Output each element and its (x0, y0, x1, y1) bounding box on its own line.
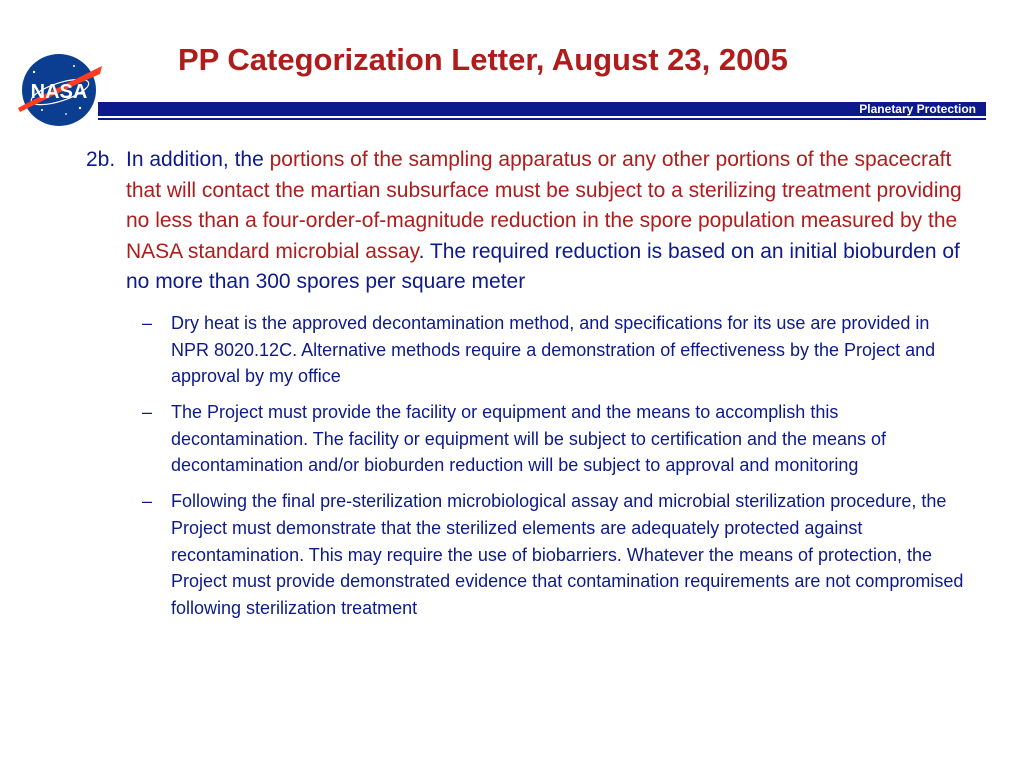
header-bar (98, 102, 986, 116)
slide-title: PP Categorization Letter, August 23, 2005 (178, 42, 788, 77)
main-bullet-text-before: In addition, the (126, 148, 270, 171)
sub-bullet-text: Following the final pre-sterilization microbiological assay and microbial sterilization procedure, the Project must demonstrate that the sterilized elements are adequately protected against recontamination. This may require the use of biobarriers. Whatever the means of protection, the Project must provide demonstrated evidence that contamination requirements are not compromised following sterilization treatment (171, 491, 964, 618)
header-bar-label: Planetary Protection (859, 102, 976, 116)
main-bullet-number: 2b. (86, 148, 116, 171)
main-bullet-text-after: . The required reduction is based on an initial bioburden of no more than 300 spores per square meter (126, 239, 960, 294)
sub-bullet (84, 399, 964, 479)
sub-bullet-dash: – (142, 402, 153, 423)
sub-bullet-text: Dry heat is the approved decontamination method, and specifications for its use are provided in NPR 8020.12C. Alternative methods require a demonstration of effectiveness by the Project and approval by my office (171, 312, 936, 387)
slide-content (84, 145, 964, 631)
nasa-logo-icon (14, 52, 104, 128)
main-bullet-text-highlight: portions of the sampling apparatus or any other portions of the spacecraft that will contact the martian subsurface must be subject to a sterilizing treatment providing no less than a four-order-of-magnitude reduction in the spore population measured by the NASA standard microbial assay (126, 148, 962, 263)
sub-bullet-list (84, 310, 964, 622)
main-bullet (84, 145, 964, 298)
sub-bullet-dash: – (142, 491, 153, 512)
sub-bullet-dash: – (142, 312, 153, 333)
svg-text:NASA: NASA (30, 81, 88, 103)
sub-bullet (84, 310, 964, 390)
header-rule (98, 118, 986, 120)
sub-bullet (84, 488, 964, 622)
sub-bullet-text: The Project must provide the facility or equipment and the means to accomplish this decontamination. The facility or equipment will be subject to certification and the means of decontamination and/or bioburden reduction will be subject to approval and monitoring (171, 402, 887, 476)
